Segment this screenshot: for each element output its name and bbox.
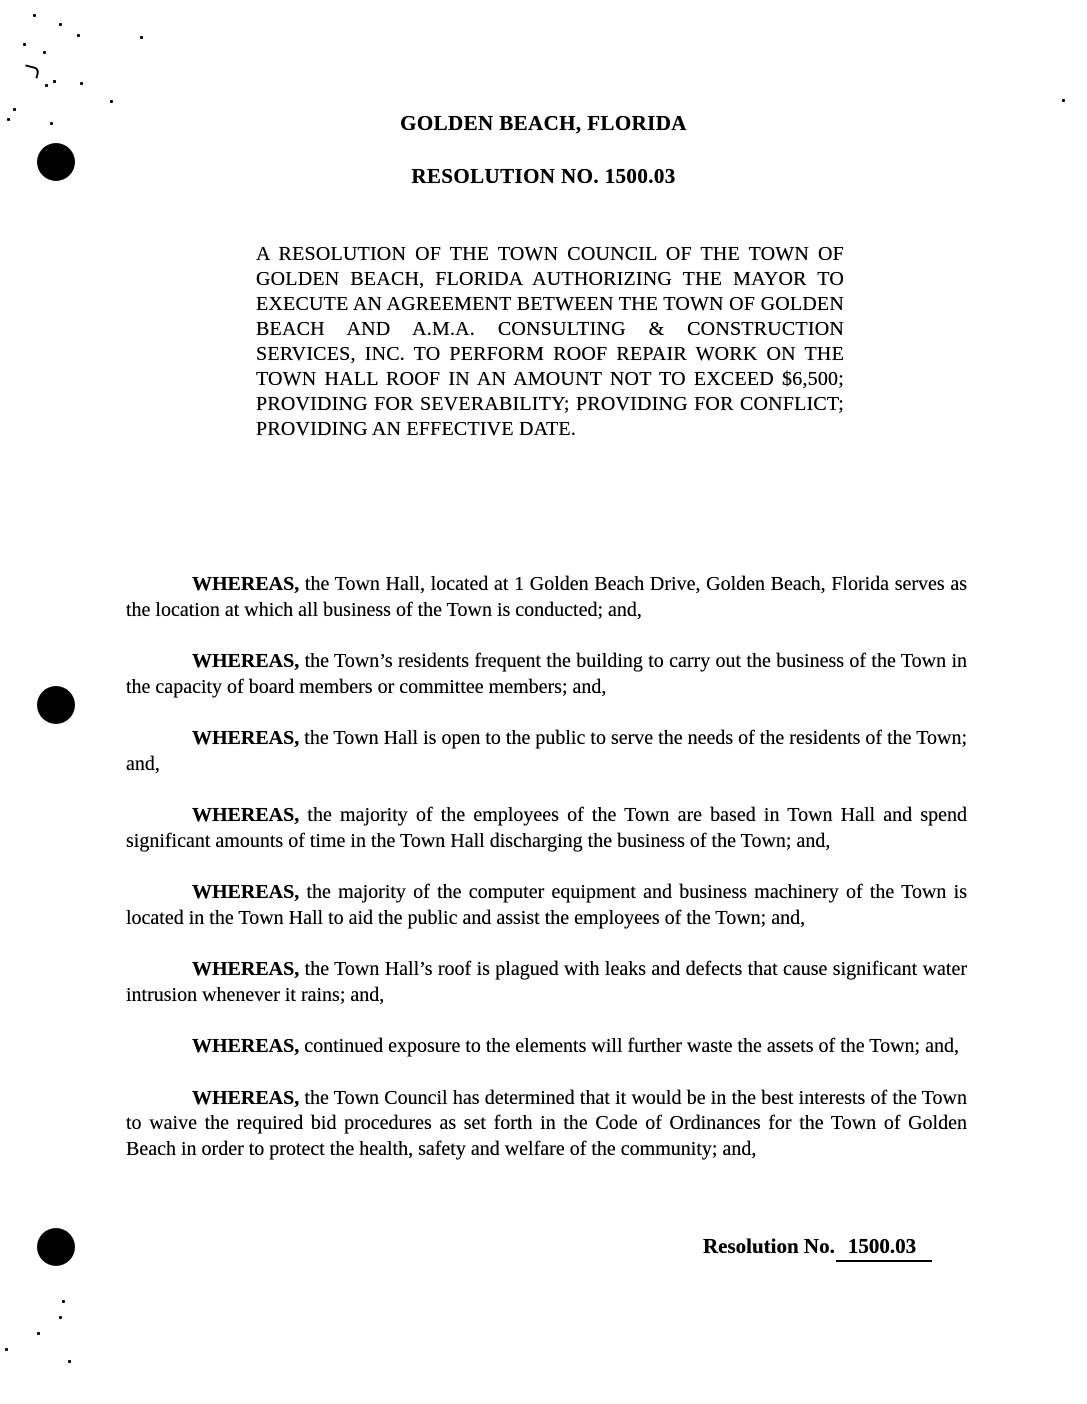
whereas-lead: WHEREAS, [192, 958, 300, 980]
pencil-squiggle-mark [23, 64, 40, 78]
clause-text: the Town Council has determined that it would be in the best interests of the Town to waive the required bid procedures as set forth in the Code of Ordinances for the Town of Golden Beach in order to protect the health, safety and welfare of the community; and, [126, 1086, 968, 1160]
document-city-state-title: GOLDEN BEACH, FLORIDA [400, 111, 687, 135]
document-resolution-number-title: RESOLUTION NO. 1500.03 [411, 164, 676, 188]
scan-speckle [5, 1348, 8, 1351]
scan-speckle [1062, 99, 1065, 102]
scan-speckle [53, 80, 56, 83]
clause-text: the Town’s residents frequent the building to carry out the business of the Town in the capacity of board members or committee members; and, [126, 650, 967, 698]
whereas-lead: WHEREAS, [192, 1035, 300, 1057]
footer-resolution-number [703, 1234, 932, 1262]
whereas-lead: WHEREAS, [192, 727, 300, 749]
whereas-clause [126, 649, 967, 700]
clause-text: continued exposure to the elements will further waste the assets of the Town; and, [304, 1035, 959, 1057]
whereas-clause [126, 726, 967, 777]
footer-label: Resolution No. [703, 1234, 835, 1258]
scan-speckle [45, 84, 48, 87]
scan-speckle [140, 36, 143, 39]
hole-punch-mark [37, 1228, 75, 1266]
whereas-clause [126, 572, 967, 623]
whereas-clause [126, 1086, 967, 1163]
whereas-clause [126, 880, 967, 931]
resolution-summary-block: A RESOLUTION OF THE TOWN COUNCIL OF THE TOWN OF GOLDEN BEACH, FLORIDA AUTHORIZING THE MAYOR TO EXECUTE AN AGREEMENT BETWEEN THE TOWN OF GOLDEN BEACH AND A.M.A. CONSULTING & CONSTRUCTION SERVICES, INC. TO PERFORM ROOF REPAIR WORK ON THE TOWN HALL ROOF IN AN AMOUNT NOT TO EXCEED $6,500; PROVIDING FOR SEVERABILITY; PROVIDING FOR CONFLICT; PROVIDING AN EFFECTIVE DATE. [256, 243, 844, 440]
resolution-body [126, 572, 967, 1188]
scan-speckle [59, 23, 62, 26]
document-header [0, 112, 1087, 187]
whereas-lead: WHEREAS, [192, 573, 300, 595]
whereas-lead: WHEREAS, [192, 650, 300, 672]
clause-text: the Town Hall, located at 1 Golden Beach Drive, Golden Beach, Florida serves as the location at which all business of the Town is conducted; and, [126, 573, 968, 621]
whereas-clause [126, 1034, 967, 1060]
scan-speckle [62, 1300, 65, 1303]
scan-speckle [77, 34, 80, 37]
scan-speckle [110, 100, 113, 103]
hole-punch-mark [37, 686, 75, 724]
scan-speckle [43, 51, 46, 54]
whereas-lead: WHEREAS, [192, 804, 300, 826]
clause-text: the Town Hall is open to the public to serve the needs of the residents of the Town; and, [126, 727, 968, 775]
clause-text: the majority of the computer equipment and business machinery of the Town is located in the Town Hall to aid the public and assist the employees of the Town; and, [126, 881, 967, 929]
scan-speckle [33, 14, 36, 17]
clause-text: the Town Hall’s roof is plagued with leaks and defects that cause significant water intrusion whenever it rains; and, [126, 958, 968, 1006]
whereas-clause [126, 803, 967, 854]
whereas-lead: WHEREAS, [192, 881, 300, 903]
scan-speckle [37, 1332, 40, 1335]
scan-speckle [23, 43, 26, 46]
footer-number-value: 1500.03 [836, 1234, 932, 1262]
scan-speckle [13, 108, 16, 111]
scan-speckle [59, 1316, 62, 1319]
scan-speckle [68, 1360, 71, 1363]
whereas-clause [126, 957, 967, 1008]
scan-speckle [80, 82, 83, 85]
clause-text: the majority of the employees of the Town are based in Town Hall and spend significant amounts of time in the Town Hall discharging the business of the Town; and, [126, 804, 967, 852]
whereas-lead: WHEREAS, [192, 1086, 300, 1109]
